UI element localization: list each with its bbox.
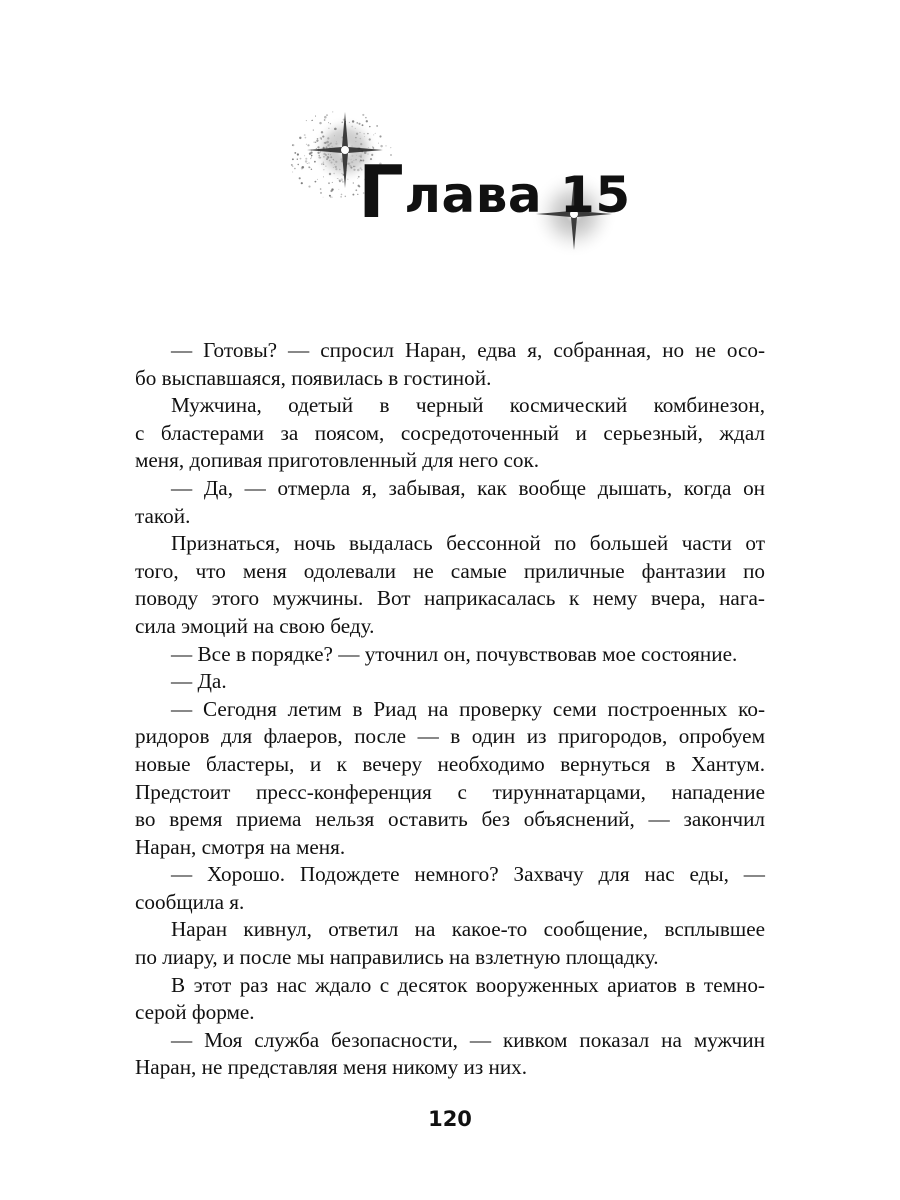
sparkle-dot: [307, 163, 308, 164]
sparkle-dot: [297, 153, 299, 155]
text-line: В этот раз нас ждало с десяток вооруженных ариатов в темно-: [171, 972, 765, 997]
paragraph: [135, 861, 765, 916]
paragraph: [135, 916, 765, 971]
text-line: Мужчина, одетый в черный космический комбинезон,: [171, 393, 765, 418]
text-line: того, что меня одолевали не самые приличные фантазии по: [135, 558, 765, 583]
sparkle-dot: [326, 114, 327, 115]
sparkle-dot: [328, 182, 330, 184]
sparkle-dot: [310, 158, 311, 159]
sparkle-dot: [317, 179, 318, 180]
sparkle-dot: [376, 125, 377, 126]
sparkle-dot: [301, 182, 303, 184]
sparkle-dot: [305, 158, 307, 160]
text-line: по лиару, и после мы направились на взлетную площадку.: [135, 945, 659, 970]
sparkle-dot: [306, 120, 307, 121]
chapter-title-rest: лава 15: [404, 166, 631, 224]
sparkle-dot: [307, 144, 309, 146]
text-line: — Все в порядке? — уточнил он, почувствовав мое состояние.: [171, 641, 738, 666]
text-line: поводу этого мужчины. Вот наприкасалась к нему вчера, нага-: [135, 586, 765, 611]
sparkle-dot: [320, 188, 322, 190]
sparkle-dot: [299, 177, 301, 179]
text-line: — Готовы? — спросил Наран, едва я, собранная, но не осо-: [171, 338, 765, 362]
sparkle-dot: [332, 182, 333, 183]
sparkle-dot: [338, 189, 339, 190]
sparkle-dot: [301, 167, 303, 169]
chapter-header: [290, 92, 650, 282]
text-line: меня, допивая приготовленный для него сок.: [135, 448, 540, 473]
chapter-title-initial: Г: [358, 150, 405, 234]
sparkle-dot: [390, 147, 391, 148]
sparkle-dot: [292, 171, 293, 172]
text-line: во время приема нельзя оставить без объяснений, — закончил: [135, 807, 765, 832]
text-line: Наран, смотря на меня.: [135, 834, 346, 859]
text-body: [135, 337, 765, 1082]
text-line: — Сегодня летим в Риад на проверку семи построенных ко-: [171, 696, 765, 721]
sparkle-dot: [332, 111, 333, 112]
sparkle-dot: [380, 145, 382, 147]
sparkle-dot: [324, 116, 327, 119]
text-line: сила эмоций на свою беду.: [135, 613, 375, 638]
text-line: Наран, не представляя меня никому из них.: [135, 1055, 528, 1080]
text-line: Предстоит пресс-конференция с тируннатарцами, нападение: [135, 779, 765, 804]
sparkle-dot: [313, 130, 314, 131]
paragraph: [135, 337, 765, 392]
sparkle-dot: [323, 176, 324, 177]
sparkle-dot: [366, 120, 368, 122]
text-line: такой.: [135, 503, 191, 528]
sparkle-dot: [300, 158, 302, 160]
paragraph: [135, 696, 765, 862]
paragraph: [135, 392, 765, 475]
sparkle-dot: [311, 169, 312, 170]
sparkle-dot: [332, 197, 333, 198]
sparkle-dot: [385, 145, 386, 146]
paragraph: [135, 668, 765, 696]
sparkle-dot: [362, 114, 364, 116]
sparkle-dot: [345, 196, 346, 197]
sparkle-dot: [308, 186, 310, 188]
text-line: — Да, — отмерла я, забывая, как вообще дышать, когда он: [171, 475, 765, 500]
text-line: сообщила я.: [135, 889, 245, 914]
text-line: новые бластеры, и к вечеру необходимо вернуться в Хантум.: [135, 751, 765, 776]
sparkle-dot: [292, 166, 294, 168]
sparkle-dot: [352, 194, 354, 196]
sparkle-dot: [375, 133, 376, 134]
paragraph: [135, 530, 765, 640]
sparkle-dot: [311, 120, 312, 121]
text-line: — Да.: [171, 669, 227, 694]
text-line: Признаться, ночь выдалась бессонной по большей части от: [171, 531, 765, 556]
sparkle-dot: [309, 163, 310, 164]
sparkle-dot: [330, 196, 332, 198]
sparkle-dot: [355, 189, 357, 191]
paragraph: [135, 641, 765, 669]
sparkle-dot: [309, 167, 310, 168]
sparkle-dot: [304, 155, 305, 156]
text-line: Наран кивнул, ответил на какое-то сообщение, всплывшее: [171, 917, 765, 942]
sparkle-dot: [305, 160, 307, 162]
sparkle-dot: [292, 144, 293, 145]
sparkle-dot: [315, 116, 316, 117]
text-line: ридоров для флаеров, после — в один из пригородов, опробуем: [135, 724, 765, 749]
sparkle-dot: [315, 181, 317, 183]
page-number: 120: [428, 1107, 472, 1131]
paragraph: [135, 972, 765, 1027]
paragraph: [135, 475, 765, 530]
sparkle-dot: [365, 117, 367, 119]
star-core-left: [341, 146, 349, 154]
sparkle-dot: [324, 119, 326, 121]
sparkle-dot: [330, 190, 332, 192]
text-line: серой форме.: [135, 1000, 255, 1025]
text-line: с бластерами за поясом, сосредоточенный и серьезный, ждал: [135, 420, 765, 445]
paragraph: [135, 1027, 765, 1082]
sparkle-dot: [306, 144, 307, 145]
text-line: — Хорошо. Подождете немного? Захвачу для нас еды, —: [171, 862, 765, 887]
sparkle-dot: [298, 164, 299, 165]
chapter-title: [358, 150, 631, 234]
sparkle-dot: [320, 192, 322, 194]
sparkle-dot: [294, 168, 296, 170]
sparkle-dot: [319, 122, 321, 124]
sparkle-dot: [294, 152, 296, 154]
sparkle-dot: [292, 158, 294, 160]
sparkle-dot: [304, 134, 306, 136]
sparkle-dot: [299, 137, 301, 139]
sparkle-dot: [323, 197, 324, 198]
sparkle-dot: [297, 159, 298, 160]
sparkle-dot: [341, 194, 343, 196]
sparkle-dot: [379, 135, 381, 137]
sparkle-dot: [305, 137, 307, 139]
text-line: бо выспавшаяся, появилась в гостиной.: [135, 365, 492, 390]
text-line: — Моя служба безопасности, — кивком показал на мужчин: [171, 1027, 765, 1052]
sparkle-dot: [340, 196, 341, 197]
